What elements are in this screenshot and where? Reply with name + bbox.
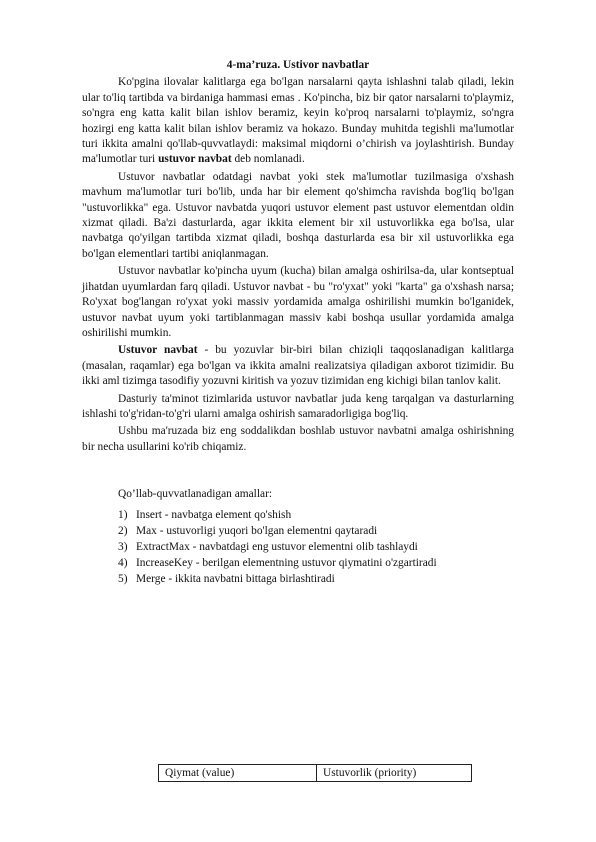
table-header-value: Qiymat (value): [159, 765, 317, 782]
list-item-text: Insert - navbatga element qo'shish: [136, 508, 292, 521]
table-header-row: [159, 765, 472, 782]
list-item-text: Max - ustuvorligi yuqori bo'lgan elementni qaytaradi: [136, 524, 378, 537]
spacer: [82, 457, 514, 487]
paragraph-3: Ustuvor navbatlar ko'pincha uyum (kucha) bilan amalga oshirilsa-da, ular kontseptual jihatdan uyumlardan farq qiladi. Ustuvor navbat - bu "ro'yxat" yoki "karta" ga o'xshash narsa; Ro'yxat bog'langan ro'yxat yoki massiv yordamida amalga oshirilishi mumkin bo'lganidek, ustuvor navbat uyum yoki tartiblanmagan massiv kabi boshqa usullar yordamida amalga oshirilishi mumkin.: [82, 265, 514, 339]
paragraph-1-bold-term: ustuvor navbat: [158, 153, 232, 166]
operations-list: [82, 507, 514, 587]
list-item: [118, 523, 514, 539]
paragraph-5: Dasturiy ta'minot tizimlarida ustuvor navbatlar juda keng tarqalgan va dasturlarning ishlashi to'g'ridan-to'g'ri ularni amalga oshirish samaradorligiga bog'liq.: [82, 392, 514, 420]
list-item: [118, 571, 514, 587]
paragraph-1: [82, 75, 514, 167]
list-item-number: 2): [118, 524, 128, 537]
list-item: [118, 507, 514, 523]
list-item-text: Merge - ikkita navbatni bittaga birlashtiradi: [136, 572, 335, 585]
list-item: [118, 539, 514, 555]
paragraph-1-text: Ko'pgina ilovalar kalitlarga ega bo'lgan narsalarni qayta ishlashni talab qiladi, lekin ular to'liq tartibda va birdaniga hammasi emas . Ko'pincha, biz bir qator narsalarni to'playmiz, so'ngra eng katta kalit bilan ishlov beramiz, keyin ko'proq narsalarni to'playmiz, so'ngra hozirgi eng katta kalit bilan ishlov beramiz va hokazo. Bunday muhitda tegishli ma'lumotlar turi ikkita amalni qo'llab-quvvatlaydi: maksimal miqdorni o’chirish va joylashtirish. Bunday ma'lumotlar turi: [82, 76, 514, 166]
list-item-text: IncreaseKey - berilgan elementning ustuvor qiymatini o'zgartiradi: [136, 556, 437, 569]
paragraph-6: Ushbu ma'ruzada biz eng soddalikdan boshlab ustuvor navbatni amalga oshirishning bir necha usullarini ko'rib chiqamiz.: [82, 425, 514, 453]
list-item-number: 5): [118, 572, 128, 585]
document-page: [82, 58, 514, 587]
paragraph-1-tail: deb nomlanadi.: [231, 153, 305, 166]
paragraph-2: Ustuvor navbatlar odatdagi navbat yoki stek ma'lumotlar tuzilmasiga o'xshash mavhum ma'lumotlar turi bo'lib, unda har bir element qo'shimcha ravishda bog'liq bo'lgan "ustuvorlikka" ega. Ustuvor navbatda yuqori ustuvor element past ustuvor elementdan oldin xizmat qiladi. Ba'zi dasturlarda, agar ikkita element bir xil ustuvorlikka ega bo'lsa, ular navbatga qo'yilgan tartibda xizmat qiladi, boshqa dasturlarda esa bir xil ustuvorlikka ega bo'lgan elementlari tartibi aniqlanmagan.: [82, 170, 514, 260]
priority-table: [158, 764, 472, 782]
lecture-title: 4-ma’ruza. Ustivor navbatlar: [226, 59, 370, 71]
list-item-number: 3): [118, 540, 128, 553]
paragraph-4-bold-term: Ustuvor navbat: [118, 344, 198, 357]
list-item: [118, 555, 514, 571]
table-header-priority: Ustuvorlik (priority): [317, 765, 472, 782]
list-item-number: 1): [118, 508, 128, 521]
paragraph-4-text: - bu yozuvlar bir-biri bilan chiziqli taqqoslanadigan kalitlarga (masalan, raqamlar) ega bo'lgan va ikkita amalni realizatsiya qiladigan axborot tizimidir. Bu ikki aml tizimga tasodifiy yozuvni kiritish va yozuv tizimidan eng kichigi bilan tanlov kalit.: [82, 344, 514, 388]
list-item-number: 4): [118, 556, 128, 569]
list-item-text: ExtractMax - navbatdagi eng ustuvor elementni olib tashlaydi: [136, 540, 418, 553]
operations-heading: Qo’llab-quvvatlanadigan amallar:: [118, 488, 273, 501]
paragraph-4: [82, 343, 514, 389]
